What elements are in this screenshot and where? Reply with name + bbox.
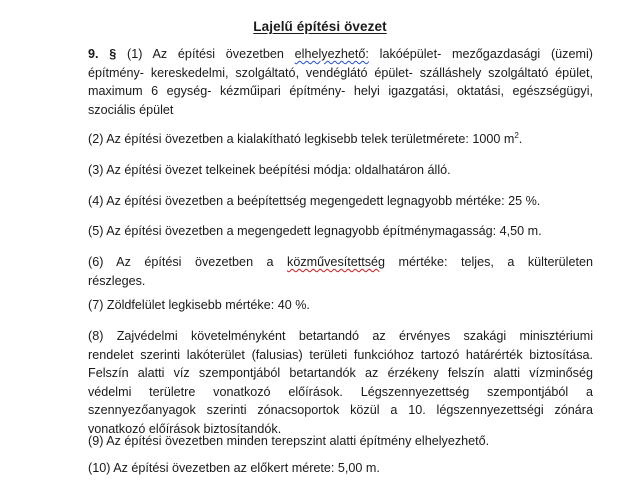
paragraph-6-line-1: [88, 253, 593, 272]
text-run: (6) Az építési övezetben a: [88, 255, 288, 269]
paragraph-4-text: (4) Az építési övezetben a beépítettség megengedett legnagyobb mértéke: 25 %.: [88, 194, 541, 208]
paragraph-2: [88, 130, 593, 149]
paragraph-4: [88, 192, 593, 211]
paragraph-6-line-2: részleges.: [88, 273, 146, 288]
paragraph-10: [88, 459, 593, 478]
text-run: mértéke: teljes, a külterületen: [385, 255, 593, 269]
paragraph-7-text: (7) Zöldfelület legkisebb mértéke: 40 %.: [88, 298, 310, 312]
unit-superscript: 2: [514, 131, 519, 140]
text-run: (2) Az építési övezetben a kialakítható legkisebb telek területmérete: 1000 m: [88, 132, 515, 146]
paragraph-7: [88, 296, 593, 315]
paragraph-10-text: (10) Az építési övezetben az előkert mérete: 5,00 m.: [88, 461, 380, 475]
paragraph-1-line-4: szociális épület: [88, 102, 174, 117]
paragraph-5-text: (5) Az építési övezetben a megengedett legnagyobb építménymagasság: 4,50 m.: [88, 224, 542, 238]
paragraph-1-line-1: [88, 45, 593, 64]
paragraph-2-text: [88, 130, 593, 149]
paragraph-3: [88, 161, 593, 180]
text-run: lakóépület- mezőgazdasági (üzemi): [368, 47, 593, 61]
paragraph-9: [88, 432, 593, 451]
paragraph-5: [88, 222, 593, 241]
grammar-marked-word: elhelyezhető:: [294, 47, 369, 61]
paragraph-1-line-3: maximum 6 egység- kézműipari építmény- helyi igazgatási, oktatási, egészségügyi,: [88, 84, 593, 99]
paragraph-8: [88, 327, 593, 439]
paragraph-3-text: (3) Az építési övezet telkeinek beépítési módja: oldalhatáron álló.: [88, 163, 451, 177]
page-title: Lajelű építési övezet: [253, 19, 387, 34]
paragraph-1: [88, 45, 593, 119]
paragraph-8-line: Felszín alatti víz szempontjából betartandók az érzékeny felszín alatti vízminőség: [88, 366, 593, 381]
text-run: (1) Az építési övezetben: [116, 47, 295, 61]
paragraph-8-line: (8) Zajvédelmi követelményként betartandó az érvényes szakági minisztériumi: [88, 329, 593, 343]
paragraph-8-line: rendelet szerinti lakóterület (falusias) területi funkcióhoz tartozó határérték biztosítása.: [88, 347, 593, 362]
section-marker: 9. §: [88, 47, 117, 61]
paragraph-8-last-line: vonatkozó előírások biztosítandók.: [88, 421, 282, 436]
paragraph-6: [88, 253, 593, 290]
paragraph-8-line: védelmi területre vonatkozó előírások. Légszennyezettség szempontjából a: [88, 384, 593, 399]
spellcheck-marked-word: közművesítettség: [287, 255, 386, 269]
paragraph-1-line-2: építmény- kereskedelmi, szolgáltató, vendéglátó épület- szálláshely szolgáltató épület,: [88, 65, 593, 80]
paragraph-8-line: szennyezőanyagok szerinti zónacsoportok közül a 10. légszennyezettségi zónára: [88, 403, 593, 418]
paragraph-9-text: (9) Az építési övezetben minden terepszint alatti építmény elhelyezhető.: [88, 434, 490, 448]
text-run: .: [518, 132, 523, 146]
